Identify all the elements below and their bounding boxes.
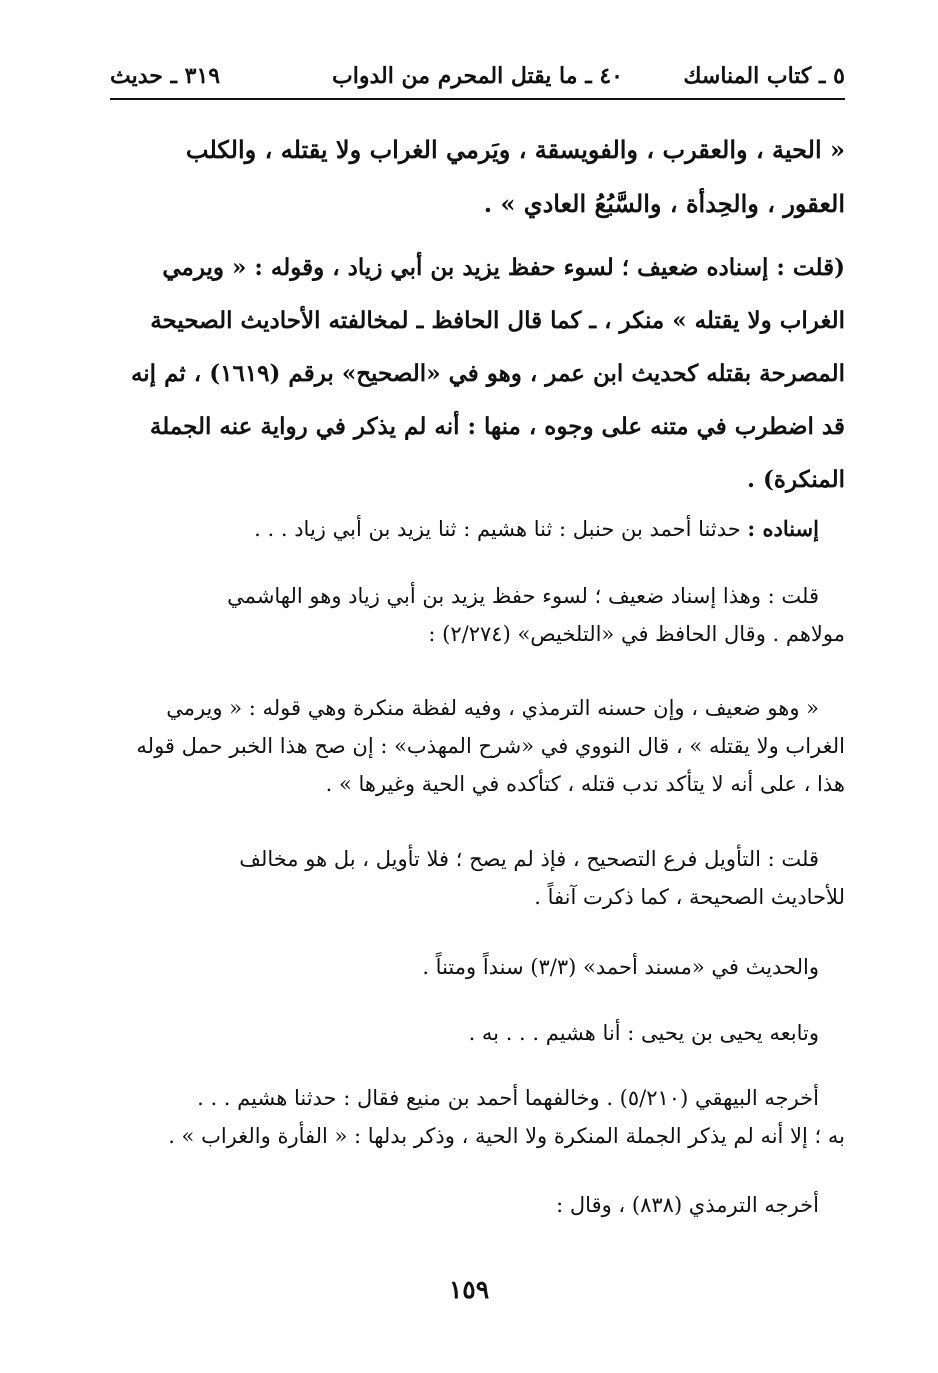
note-line: المصرحة بقتله كحديث ابن عمر ، وهو في «الصحيح» برقم (١٦١٩) ، ثم إنه [130, 360, 845, 387]
header-book-title: ٥ ـ كتاب المناسك [683, 63, 845, 89]
paragraph-line: أخرجه البيهقي (٥/٢١٠) . وخالفهما أحمد بن منيع فقال : حدثنا هشيم . . . [197, 1086, 819, 1110]
qult-paragraph-2 [110, 840, 845, 916]
qult-paragraph-1 [110, 577, 845, 653]
bayhaqi-paragraph [110, 1079, 845, 1155]
tirmidhi-paragraph [110, 1186, 845, 1224]
paragraph-line: والحديث في «مسند أحمد» (٣/٣) سنداً ومتناً . [422, 955, 819, 979]
note-line: قد اضطرب في متنه على وجوه ، منها : أنه لم يذكر في رواية عنه الجملة [149, 413, 845, 440]
paragraph-line: الغراب ولا يقتله » ، قال النووي في «شرح المهذب» : إن صح هذا الخبر حمل قوله [136, 734, 845, 758]
paragraph-line: للأحاديث الصحيحة ، كما ذكرت آنفاً . [534, 885, 845, 909]
isnad-paragraph [110, 510, 845, 548]
paragraph-line: قلت : وهذا إسناد ضعيف ؛ لسوء حفظ يزيد بن أبي زياد وهو الهاشمي [227, 584, 819, 608]
musnad-paragraph [110, 948, 845, 986]
hadith-text [110, 123, 845, 231]
paragraph-line: قلت : التأويل فرع التصحيح ، فإذ لم يصح ؛ فلا تأويل ، بل هو مخالف [239, 847, 819, 871]
header-chapter-title: ٤٠ ـ ما يقتل المحرم من الدواب [332, 63, 623, 89]
paragraph-line: أخرجه الترمذي (٨٣٨) ، وقال : [556, 1193, 819, 1217]
hadith-line: « الحية ، والعقرب ، والفويسقة ، ويَرمي الغراب ولا يقتله ، والكلب [185, 135, 845, 164]
running-header [110, 58, 845, 94]
page-number: ١٥٩ [448, 1275, 490, 1304]
quote-paragraph [110, 689, 845, 803]
paragraph-line: به ؛ إلا أنه لم يذكر الجملة المنكرة ولا الحية ، وذكر بدلها : « الفأرة والغراب » . [168, 1124, 845, 1148]
hadith-line: العقور ، والحِدأة ، والسَّبُعُ العادي » . [483, 189, 845, 218]
author-note [110, 241, 845, 506]
paragraph-line: وتابعه يحيى بن يحيى : أنا هشيم . . . به . [468, 1021, 819, 1045]
note-line: (قلت : إسناده ضعيف ؛ لسوء حفظ يزيد بن أبي زياد ، وقوله : « ويرمي [162, 254, 845, 281]
isnad-label: إسناده : [747, 516, 819, 541]
note-line: الغراب ولا يقتله » منكر ، ـ كما قال الحافظ ـ لمخالفته الأحاديث الصحيحة [150, 307, 845, 334]
header-hadith-number: ٣١٩ ـ حديث [110, 63, 221, 89]
paragraph-line: هذا ، على أنه لا يتأكد ندب قتله ، كتأكده في الحية وغيرها » . [325, 772, 845, 796]
isnad-text: حدثنا أحمد بن حنبل : ثنا هشيم : ثنا يزيد بن أبي زياد . . . [254, 517, 748, 541]
yahya-paragraph [110, 1014, 845, 1052]
isnad-line [110, 510, 819, 548]
paragraph-line: « وهو ضعيف ، وإن حسنه الترمذي ، وفيه لفظة منكرة وهي قوله : « ويرمي [166, 696, 819, 720]
note-line: المنكرة) . [747, 466, 845, 493]
header-divider [110, 98, 845, 100]
paragraph-line: مولاهم . وقال الحافظ في «التلخيص» (٢/٢٧٤) : [428, 622, 845, 646]
